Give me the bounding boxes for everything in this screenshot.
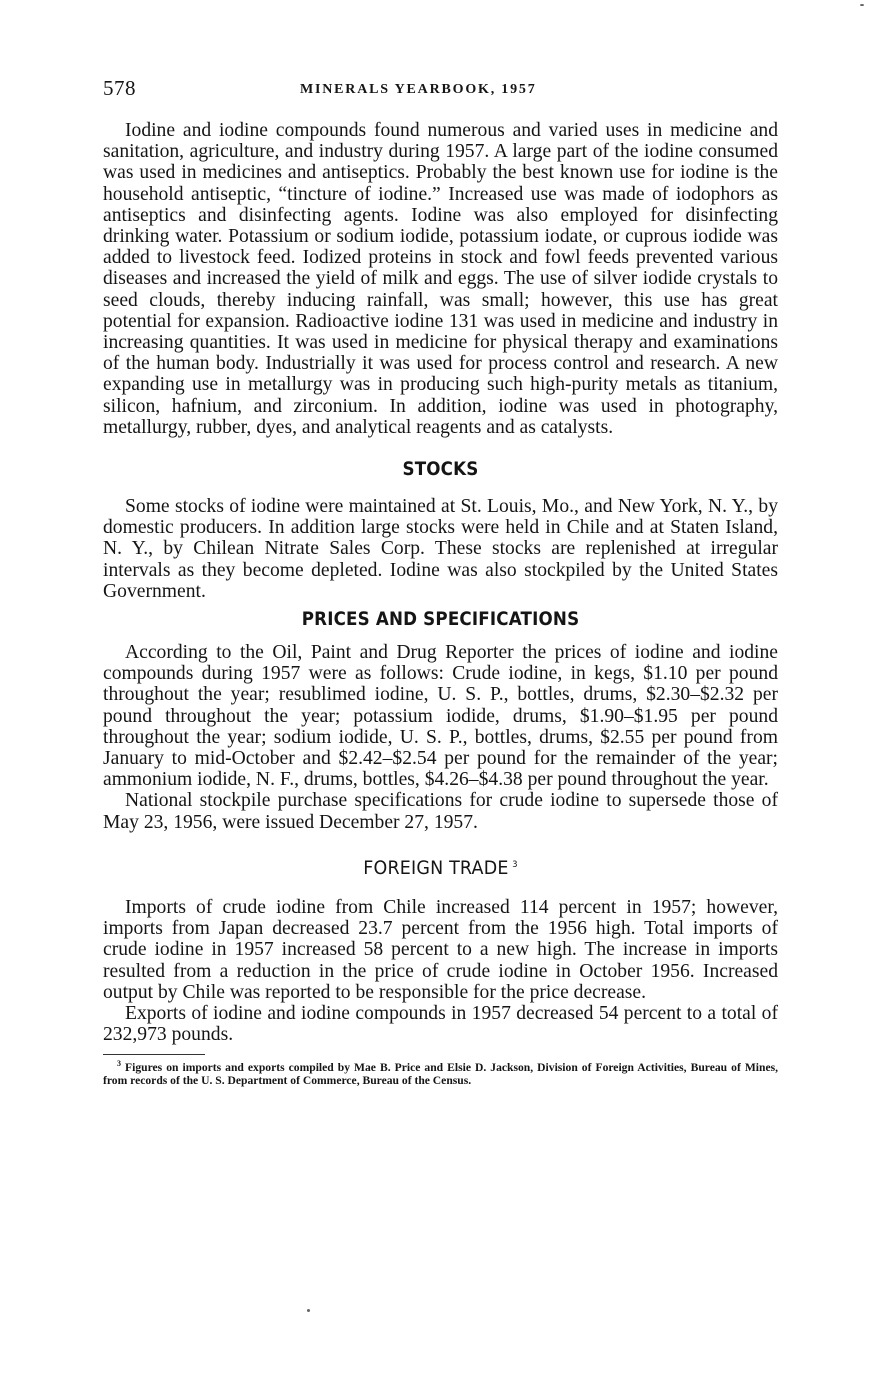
- exports-paragraph: Exports of iodine and iodine compounds in 1957 decreased 54 percent to a total of 232,973 pounds.: [103, 1002, 778, 1046]
- footnote-reference: 3: [512, 859, 518, 870]
- running-title: MINERALS YEARBOOK, 1957: [300, 82, 537, 97]
- scan-speck: [860, 4, 864, 6]
- running-header: [103, 76, 778, 106]
- footnote: [103, 1058, 778, 1087]
- foreign-trade-heading: [130, 857, 751, 879]
- footnote-text: Figures on imports and exports compiled by Mae B. Price and Elsie D. Jackson, Division of Foreign Activities, Bureau of Mines, from records of the U. S. Department of Commerce, Bureau of the Census.: [103, 1061, 779, 1087]
- intro-paragraph: Iodine and iodine compounds found numerous and varied uses in medicine and sanitation, agriculture, and industry during 1957. A large part of the iodine consumed was used in medicines and antiseptics. Probably the best known use for iodine is the household antiseptic, “tincture of iodine.” Increased use was made of iodophors as antiseptics and disinfecting agents. Iodine was also employed for disinfecting drinking water. Potassium or sodium iodide, potassium iodate, or cuprous iodide was added to livestock feed. Iodized proteins in stock and fowl feeds prevented various diseases and increased the yield of milk and eggs. The use of silver iodide crystals to seed clouds, thereby inducing rainfall, was small; however, this use has great potential for expansion. Radioactive iodine 131 was used in medicine and industry in increasing quantities. It was used in medicine for physical therapy and examinations of the human body. Industrially it was used for process control and research. A new expanding use in metallurgy was in producing such high-purity metals as titanium, silicon, hafnium, and zirconium. In addition, iodine was used in photography, metallurgy, rubber, dyes, and analytical reagents and as catalysts.: [103, 120, 778, 438]
- footnote-divider: [103, 1054, 205, 1055]
- document-page: [103, 76, 778, 1087]
- scan-speck: [307, 1309, 310, 1312]
- imports-paragraph: Imports of crude iodine from Chile increased 114 percent in 1957; however, imports from Japan decreased 23.7 percent from the 1956 high. Total imports of crude iodine in 1957 increased 58 percent to a new high. The increase in imports resulted from a reduction in the price of crude iodine in October 1956. Increased output by Chile was reported to be responsible for the price decrease.: [103, 896, 778, 1003]
- footnote-marker: 3: [117, 1059, 121, 1069]
- prices-paragraph: According to the Oil, Paint and Drug Reporter the prices of iodine and iodine compounds during 1957 were as follows: Crude iodine, in kegs, $1.10 per pound throughout the year; resublimed iodine, U. S. P., bottles, drums, $2.30–$2.32 per pound throughout the year; potassium iodide, drums, $1.90–$1.95 per pound throughout the year; sodium iodide, U. S. P., bottles, drums, $2.55 per pound from January to mid-October and $2.42–$2.54 per pound for the remainder of the year; ammonium iodide, N. F., drums, bottles, $4.26–$4.38 per pound throughout the year.: [103, 642, 778, 791]
- stocks-heading: STOCKS: [402, 458, 479, 481]
- foreign-trade-heading-text: FOREIGN TRADE: [363, 856, 509, 879]
- page-number: 578: [103, 76, 136, 100]
- prices-heading: PRICES AND SPECIFICATIONS: [301, 608, 580, 631]
- specifications-paragraph: National stockpile purchase specifications for crude iodine to supersede those of May 23, 1956, were issued December 27, 1957.: [103, 790, 778, 833]
- stocks-paragraph: Some stocks of iodine were maintained at St. Louis, Mo., and New York, N. Y., by domestic producers. In addition large stocks were held in Chile and at Staten Island, N. Y., by Chilean Nitrate Sales Corp. These stocks are replenished at irregular intervals as they become depleted. Iodine was also stockpiled by the United States Government.: [103, 496, 778, 602]
